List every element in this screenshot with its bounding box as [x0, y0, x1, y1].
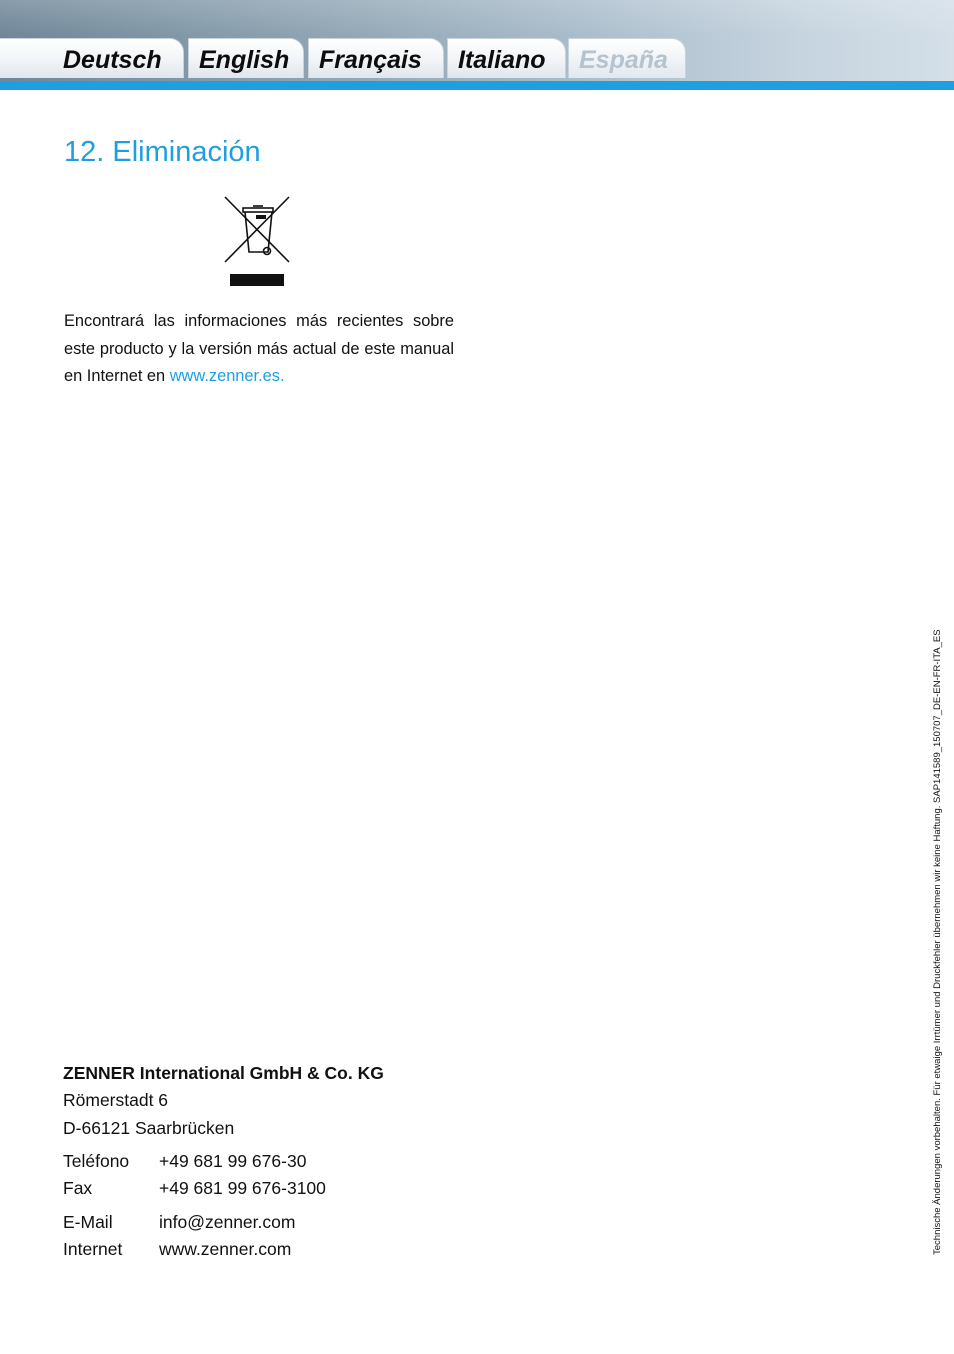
internet-label: Internet [63, 1239, 123, 1259]
tab-francais-label: Français [319, 46, 422, 74]
tab-francais[interactable] [308, 38, 444, 78]
crossed-out-wheelie-bin-icon [224, 196, 290, 288]
street-line: Römerstadt 6 [63, 1090, 169, 1110]
body-paragraph [64, 308, 454, 391]
email-row [63, 1209, 384, 1236]
email-value[interactable]: info@zenner.com [159, 1212, 296, 1232]
phone-row [63, 1148, 384, 1175]
tab-deutsch[interactable] [0, 38, 184, 78]
tab-espana-label: España [579, 46, 668, 74]
email-label: E-Mail [63, 1212, 113, 1232]
tab-espana[interactable] [568, 38, 686, 78]
tab-english[interactable] [188, 38, 304, 78]
zenner-es-link[interactable]: www.zenner.es. [169, 367, 285, 385]
contact-spacer [63, 1202, 384, 1209]
phone-label: Teléfono [63, 1151, 130, 1171]
legal-side-note: Technische Änderungen vorbehalten. Für etwaige Irrtümer und Druckfehler übernehmen wir keine Haftung. SAP141589_150707_DE-EN-FR-ITA_ES [932, 629, 943, 1255]
header-blue-rule [0, 81, 954, 90]
language-tabs [0, 38, 954, 78]
body-text: Encontrará las informaciones más recientes sobre este producto y la versión más actual de este manual en Internet en [64, 312, 454, 385]
section-title: 12. Eliminación [64, 136, 261, 168]
internet-value[interactable]: www.zenner.com [159, 1239, 292, 1259]
fax-label: Fax [63, 1178, 93, 1198]
tab-italiano-label: Italiano [458, 46, 546, 74]
company-address [63, 1060, 384, 1263]
tab-english-label: English [199, 46, 290, 74]
company-name: ZENNER International GmbH & Co. KG [63, 1063, 384, 1083]
fax-row [63, 1175, 384, 1202]
city-line: D-66121 Saarbrücken [63, 1118, 235, 1138]
internet-row [63, 1236, 384, 1263]
contact-block [63, 1148, 384, 1263]
fax-value: +49 681 99 676-3100 [159, 1178, 326, 1198]
tab-italiano[interactable] [447, 38, 566, 78]
tab-deutsch-label: Deutsch [63, 46, 162, 74]
phone-value: +49 681 99 676-30 [159, 1151, 307, 1171]
